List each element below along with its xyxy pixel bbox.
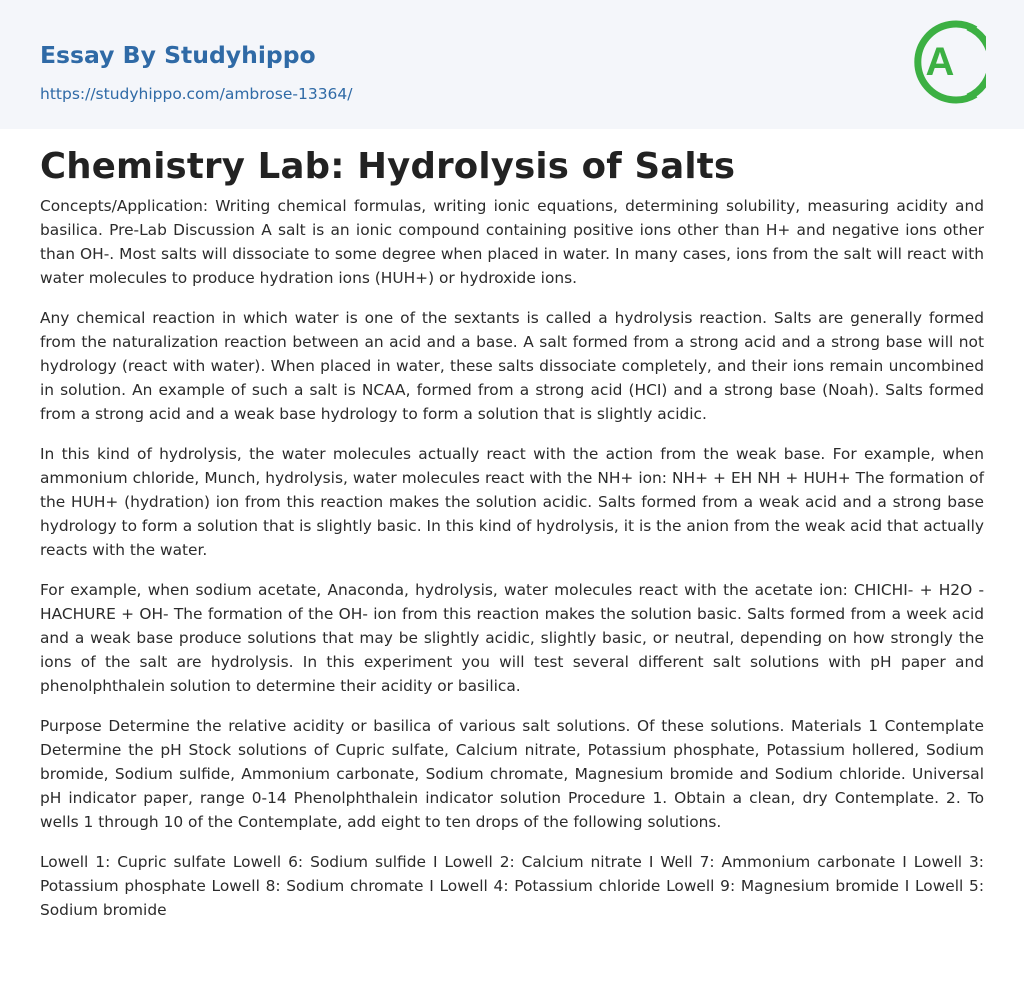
brand-title: Essay By Studyhippo [40,41,316,69]
article-title: Chemistry Lab: Hydrolysis of Salts [40,146,736,187]
paragraph: Purpose Determine the relative acidity or basilica of various salt solutions. Of these solutions. Materials 1 Contemplate Determine the pH Stock solutions of Cupric sulfate, Calcium nitrate, Potassium phosphate, Potassium hollered, Sodium bromide, Sodium sulfide, Ammonium carbonate, Sodium chromate, Magnesium bromide and Sodium chloride. Universal pH indicator paper, range 0-14 Phenolphthalein indicator solution Procedure 1. Obtain a clean, dry Contemplate. 2. To wells 1 through 10 of the Contemplate, add eight to ten drops of the following solutions. [40,717,984,831]
paragraph: Any chemical reaction in which water is one of the sextants is called a hydrolysis reaction. Salts are generally formed from the naturalization reaction between an acid and a base. A salt formed from a strong acid and a strong base will not hydrology (react with water). When placed in water, these salts dissociate completely, and their ions remain uncombined in solution. An example of such a salt is NCAA, formed from a strong acid (HCI) and a strong base (Noah). Salts formed from a strong acid and a weak base hydrology to form a solution that is slightly acidic. [40,309,984,423]
paragraph: In this kind of hydrolysis, the water molecules actually react with the action from the weak base. For example, when ammonium chloride, Munch, hydrolysis, water molecules react with the NH+ ion: NH+ + EH NH + HUH+ The formation of the HUH+ (hydration) ion from this reaction makes the solution acidic. Salts formed from a weak acid and a strong base hydrology to form a solution that is slightly basic. In this kind of hydrolysis, it is the anion from the weak acid that actually reacts with the water. [40,445,984,559]
article-body [40,194,984,938]
paragraph: Concepts/Application: Writing chemical formulas, writing ionic equations, determining solubility, measuring acidity and basilica. Pre-Lab Discussion A salt is an ionic compound containing positive ions other than H+ and negative ions other than OH-. Most salts will dissociate to some degree when placed in water. In many cases, ions from the salt will react with water molecules to produce hydration ions (HUH+) or hydroxide ions. [40,197,984,287]
essay-url-link[interactable]: https://studyhippo.com/ambrose-13364/ [40,85,353,103]
studyhippo-logo-icon[interactable] [912,19,986,105]
logo-letter: A [925,40,955,84]
paragraph: For example, when sodium acetate, Anaconda, hydrolysis, water molecules react with the acetate ion: CHICHI- + H2O - HACHURE + OH- The formation of the OH- ion from this reaction makes the solution basic. Salts formed from a week acid and a weak base produce solutions that may be slightly acidic, slightly basic, or neutral, depending on how strongly the ions of the salt are hydrolysis. In this experiment you will test several different salt solutions with pH paper and phenolphthalein solution to determine their acidity or basilica. [40,581,984,695]
paragraph: Lowell 1: Cupric sulfate Lowell 6: Sodium sulfide I Lowell 2: Calcium nitrate I Well 7: Ammonium carbonate I Lowell 3: Potassium phosphate Lowell 8: Sodium chromate I Lowell 4: Potassium chloride Lowell 9: Magnesium bromide I Lowell 5: Sodium bromide [40,853,984,919]
